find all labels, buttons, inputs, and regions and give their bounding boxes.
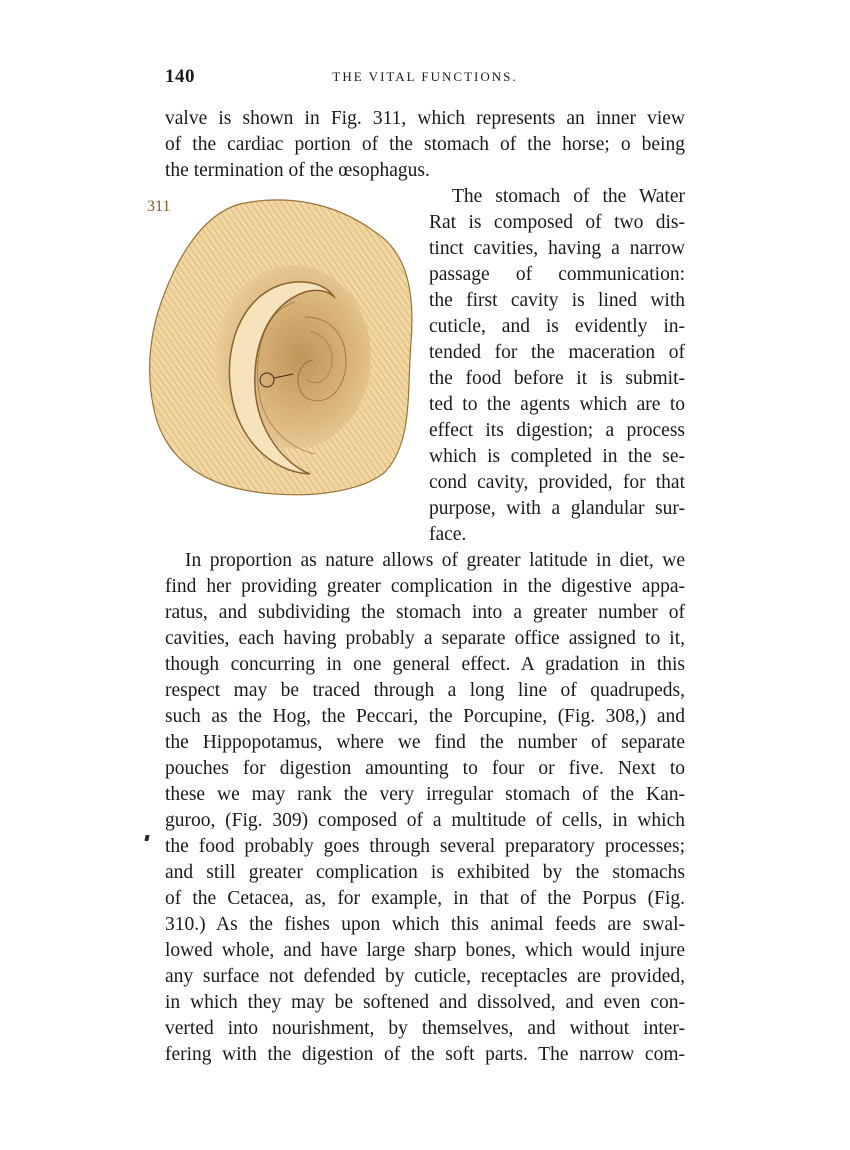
page-number: 140 [165,66,195,87]
text-line: though concurring in one general effect. A gradation in this [165,654,685,675]
text-line: cuticle, and is evidently in- [429,316,685,337]
text-line: Rat is composed of two dis- [429,212,685,233]
page-header [165,66,685,92]
text-line: in which they may be softened and dissolved, and even con- [165,992,685,1013]
text-line: verted into nourishment, by themselves, and without inter- [165,1018,685,1039]
stomach-engraving-figure [145,192,417,502]
stomach-engraving-illustration [145,192,417,502]
text-line: any surface not defended by cuticle, receptacles are provided, [165,966,685,987]
text-line: find her providing greater complication in the digestive appa- [165,576,685,597]
text-line: these we may rank the very irregular stomach of the Kan- [165,784,685,805]
text-line: pouches for digestion amounting to four or five. Next to [165,758,685,779]
text-line: ted to the agents which are to [429,394,685,415]
text-line: the food probably goes through several preparatory processes; [165,836,685,857]
text-line: 310.) As the fishes upon which this animal feeds are swal- [165,914,685,935]
text-line: lowed whole, and have large sharp bones, which would injure [165,940,685,961]
figure-number: 311 [147,198,171,215]
text-line: purpose, with a glandular sur- [429,498,685,519]
text-line: respect may be traced through a long line of quadrupeds, [165,680,685,701]
text-line: face. [429,524,467,545]
running-title: THE VITAL FUNCTIONS. [332,69,518,84]
text-line: the termination of the œsophagus. [165,160,430,181]
text-line: and still greater complication is exhibited by the stomachs [165,862,685,883]
text-line: fering with the digestion of the soft parts. The narrow com- [165,1044,685,1065]
text-line: the Hippopotamus, where we find the number of separate [165,732,685,753]
text-line: In proportion as nature allows of greater latitude in diet, we [185,550,685,571]
text-line: tinct cavities, having a narrow [429,238,685,259]
text-line: the food before it is submit- [429,368,685,389]
text-line: of the cardiac portion of the stomach of the horse; o being [165,134,685,155]
text-line: guroo, (Fig. 309) composed of a multitude of cells, in which [165,810,685,831]
text-line: ratus, and subdividing the stomach into a greater number of [165,602,685,623]
text-line: tended for the maceration of [429,342,685,363]
text-line: passage of communication: [429,264,685,285]
text-line: of the Cetacea, as, for example, in that of the Porpus (Fig. [165,888,685,909]
text-line: cavities, each having probably a separate office assigned to it, [165,628,685,649]
text-line: cond cavity, provided, for that [429,472,685,493]
text-line: The stomach of the Water [452,186,685,207]
text-line: such as the Hog, the Peccari, the Porcupine, (Fig. 308,) and [165,706,685,727]
text-line: the first cavity is lined with [429,290,685,311]
margin-ink-mark [144,835,149,841]
text-line: effect its digestion; a process [429,420,685,441]
text-line: valve is shown in Fig. 311, which represents an inner view [165,108,685,129]
text-line: which is completed in the se- [429,446,685,467]
